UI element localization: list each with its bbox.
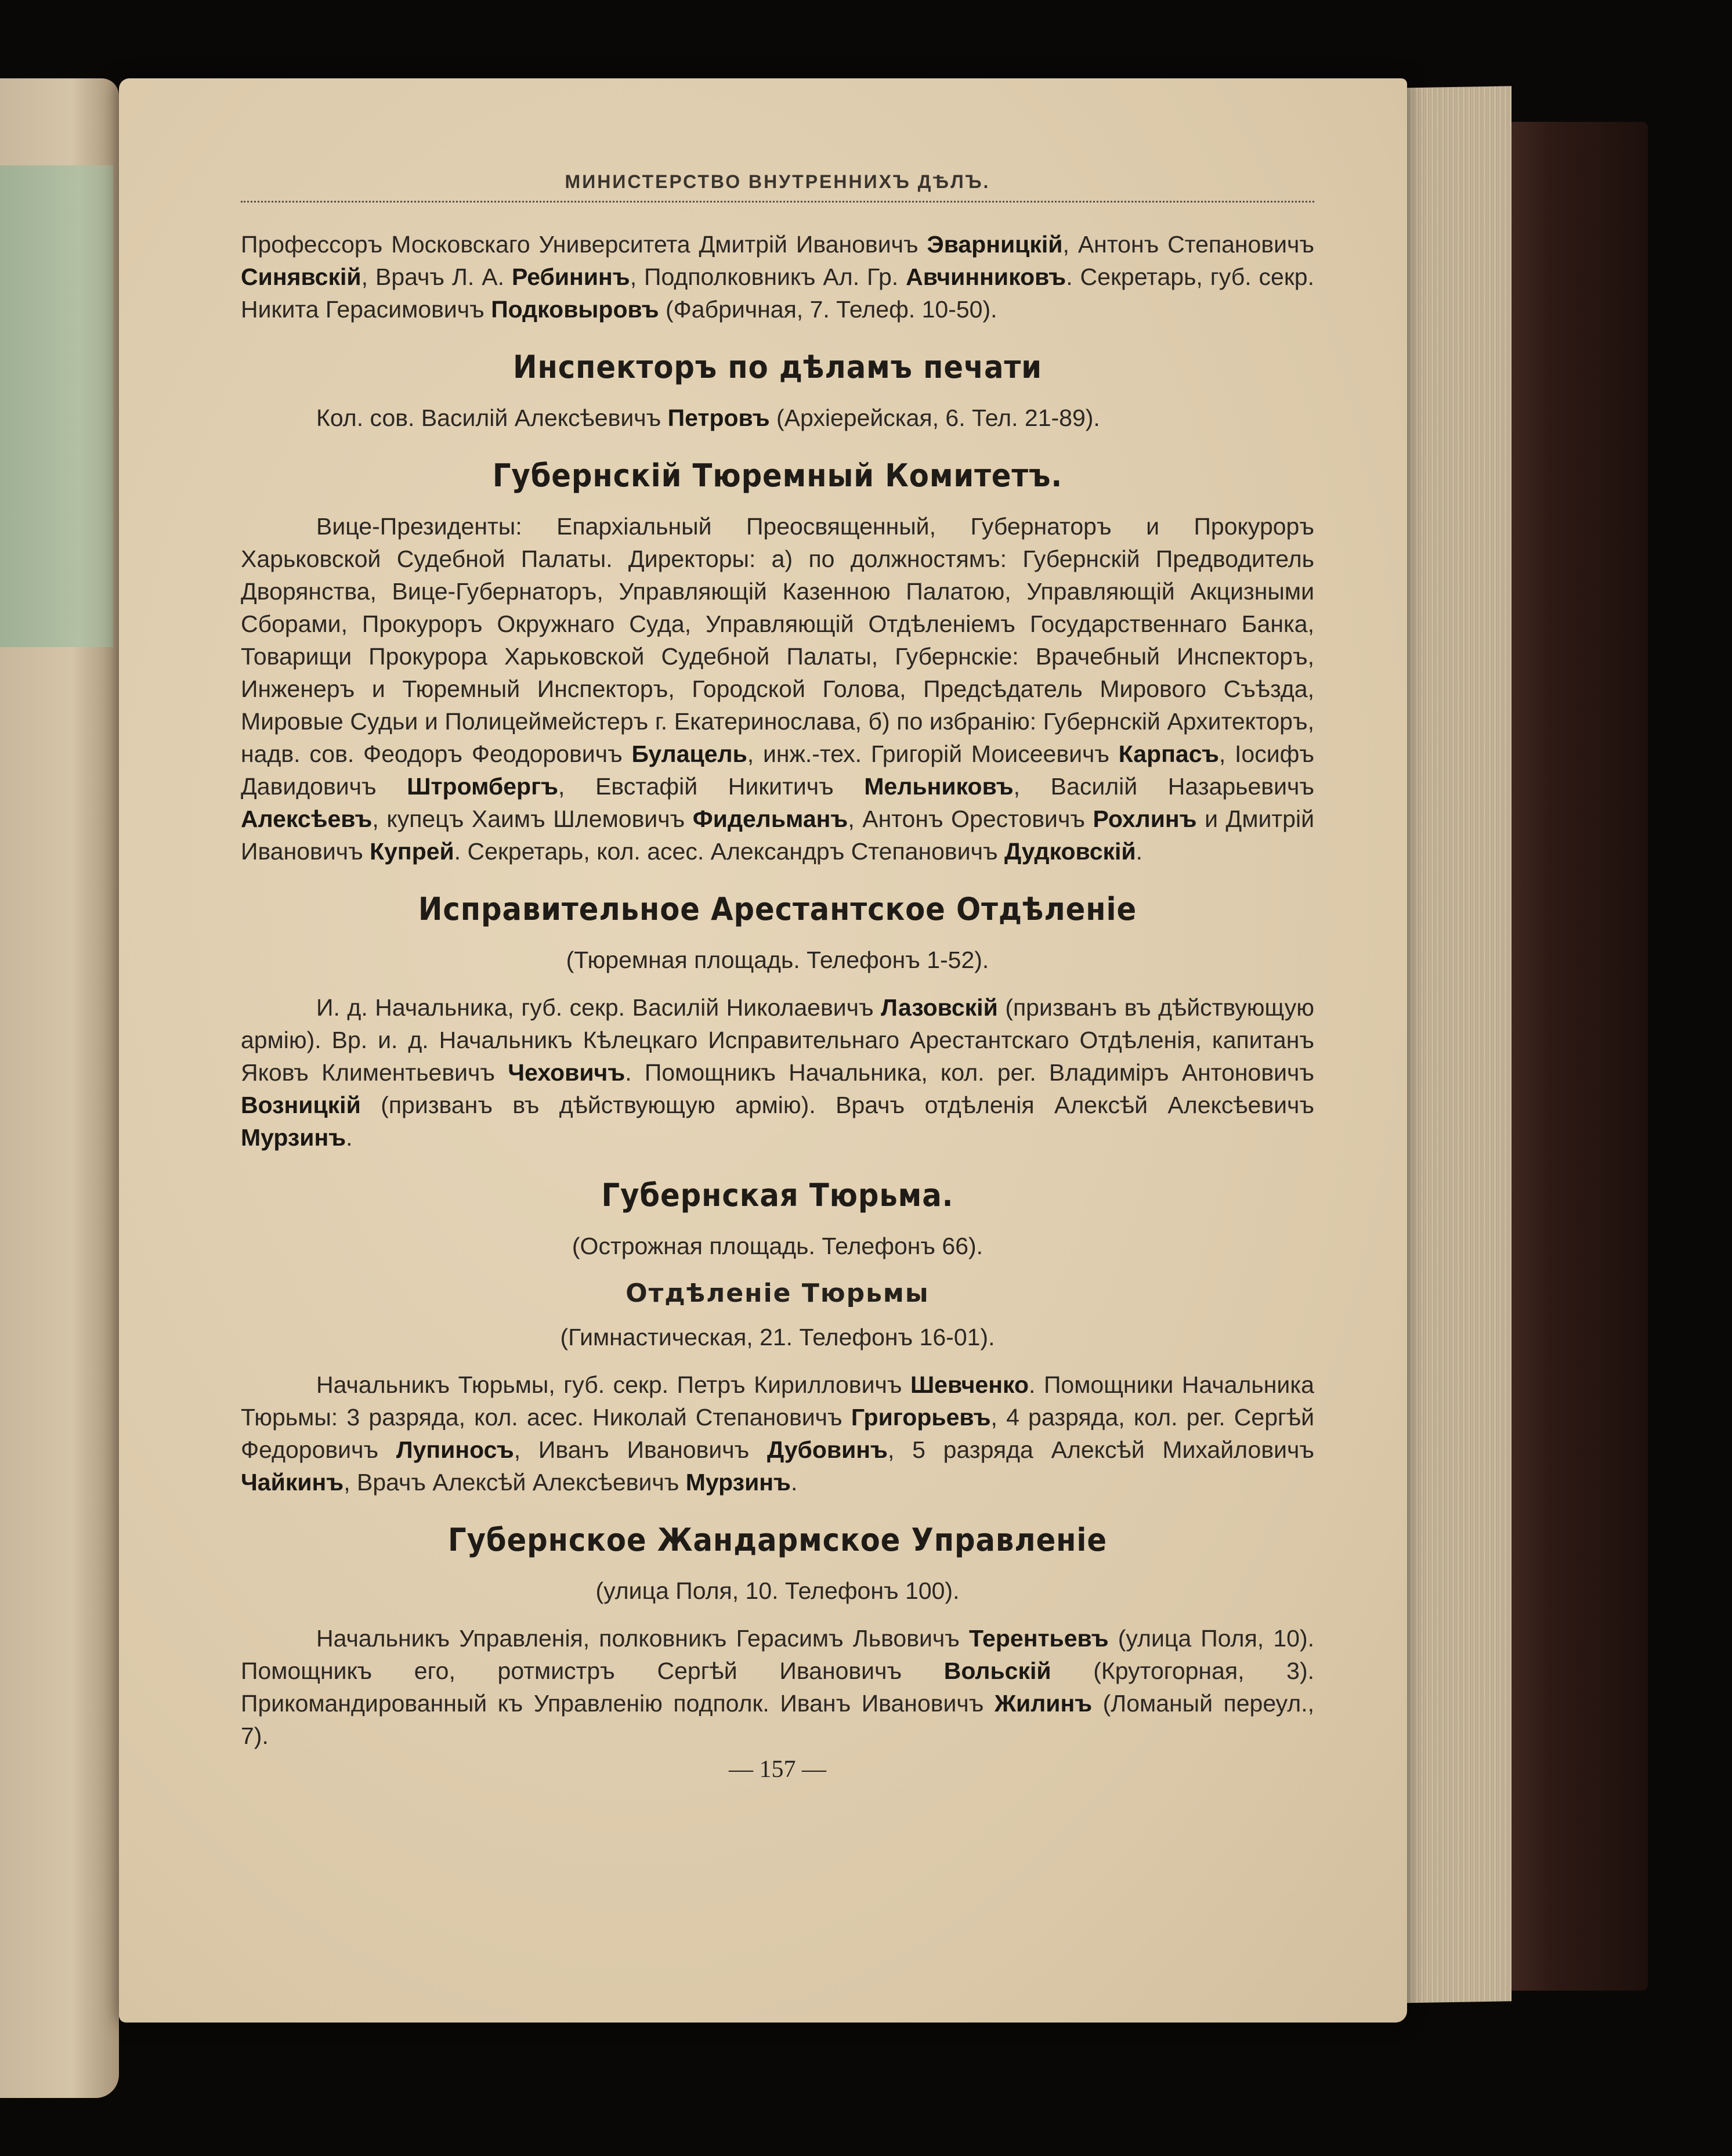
intro-paragraph: Профессоръ Московскаго Университета Дмитрій Ивановичъ Эварницкій, Антонъ Степановичъ Синявскій, Врачъ Л. А. Ребининъ, Подполковникъ Ал. Гр. Авчинниковъ. Секретарь, губ. секр. Никита Герасимовичъ Подковыровъ (Фабричная, 7. Телеф. 10-50). xyxy=(241,231,1314,323)
green-tab xyxy=(0,165,113,647)
gendarmerie-heading: Губернское Жандармское Управленіе xyxy=(447,1522,1107,1558)
prison-heading: Губернская Тюрьма. xyxy=(601,1177,954,1214)
press-inspector-heading: Инспекторъ по дѣламъ печати xyxy=(513,349,1042,385)
prison-committee-paragraph: Вице-Президенты: Епархіальный Преосвященный, Губернаторъ и Прокуроръ Харьковской Судебной Палаты. Директоры: а) по должностямъ: Губернскій Предводитель Дворянства, Вице-Губернаторъ, Управляющій Казенною Палатою, Управляющій Акцизными Сборами, Прокуроръ Окружнаго Суда, Управляющій Отдѣленіемъ Государственнаго Банка, Товарищи Прокурора Харьковской Судебной Палаты, Губернскіе: Врачебный Инспекторъ, Инженеръ и Тюремный Инспекторъ, Городской Голова, Предсѣдатель Мирового Съѣзда, Мировые Судьи и Полицеймейстеръ г. Екатеринослава, б) по избранію: Губернскій Архитекторъ, надв. сов. Феодоръ Феодоровичъ Булацель, инж.-тех. Григорій Моисеевичъ Карпасъ, Іосифъ Давидовичъ Штромбергъ, Евстафій Никитичъ Мельниковъ, Василій Назарьевичъ Алексѣевъ, купецъ Хаимъ Шлемовичъ Фидельманъ, Антонъ Орестовичъ Рохлинъ и Дмитрій Ивановичъ Купрей. Секретарь, кол. асес. Александръ Степановичъ Дудковскій. xyxy=(241,513,1314,865)
press-inspector-paragraph: Кол. сов. Василій Алексѣевичъ Петровъ (Архіерейская, 6. Тел. 21-89). xyxy=(316,405,1100,431)
previous-page-edge xyxy=(0,78,119,2098)
page-number: — 157 — xyxy=(729,1756,826,1783)
correctional-heading: Исправительное Арестантское Отдѣленіе xyxy=(418,891,1137,927)
book-page xyxy=(119,78,1407,2023)
gendarmerie-paragraph: Начальникъ Управленія, полковникъ Герасимъ Львовичъ Терентьевъ (улица Поля, 10). Помощникъ его, ротмистръ Сергѣй Ивановичъ Вольскій (Крутогорная, 3). Прикомандированный къ Управленію подполк. Иванъ Ивановичъ Жилинъ (Ломаный переул., 7). xyxy=(241,1625,1314,1749)
prison-address: (Острожная площадь. Телефонъ 66). xyxy=(572,1233,983,1259)
gendarmerie-address: (улица Поля, 10. Телефонъ 100). xyxy=(595,1577,960,1604)
correctional-paragraph: И. д. Начальника, губ. секр. Василій Николаевичъ Лазовскій (призванъ въ дѣйствующую армію). Вр. и. д. Начальникъ Кѣлецкаго Исправительнаго Арестантскаго Отдѣленія, капитанъ Яковъ Климентьевичъ Чеховичъ. Помощникъ Начальника, кол. рег. Владиміръ Антоновичъ Возницкій (призванъ въ дѣйствующую армію). Врачъ отдѣленія Алексѣй Алексѣевичъ Мурзинъ. xyxy=(241,994,1314,1151)
correctional-address: (Тюремная площадь. Телефонъ 1-52). xyxy=(566,947,989,973)
running-head: МИНИСТЕРСТВО ВНУТРЕННИХЪ ДѢЛЪ. xyxy=(565,171,990,192)
page-text xyxy=(241,171,1314,1783)
prison-branch-heading: Отдѣленіе Тюрьмы xyxy=(625,1279,930,1308)
prison-paragraph: Начальникъ Тюрьмы, губ. секр. Петръ Кирилловичъ Шевченко. Помощники Начальника Тюрьмы: 3 разряда, кол. асес. Николай Степановичъ Григорьевъ, 4 разряда, кол. рег. Сергѣй Федоровичъ Лупиносъ, Иванъ Ивановичъ Дубовинъ, 5 разряда Алексѣй Михайловичъ Чайкинъ, Врачъ Алексѣй Алексѣевичъ Мурзинъ. xyxy=(241,1371,1314,1496)
page-block-edges xyxy=(1393,86,1512,2003)
prison-branch-address: (Гимнастическая, 21. Телефонъ 16-01). xyxy=(560,1324,995,1350)
header-rule xyxy=(241,201,1314,208)
prison-committee-heading: Губернскій Тюремный Комитетъ. xyxy=(492,457,1063,494)
